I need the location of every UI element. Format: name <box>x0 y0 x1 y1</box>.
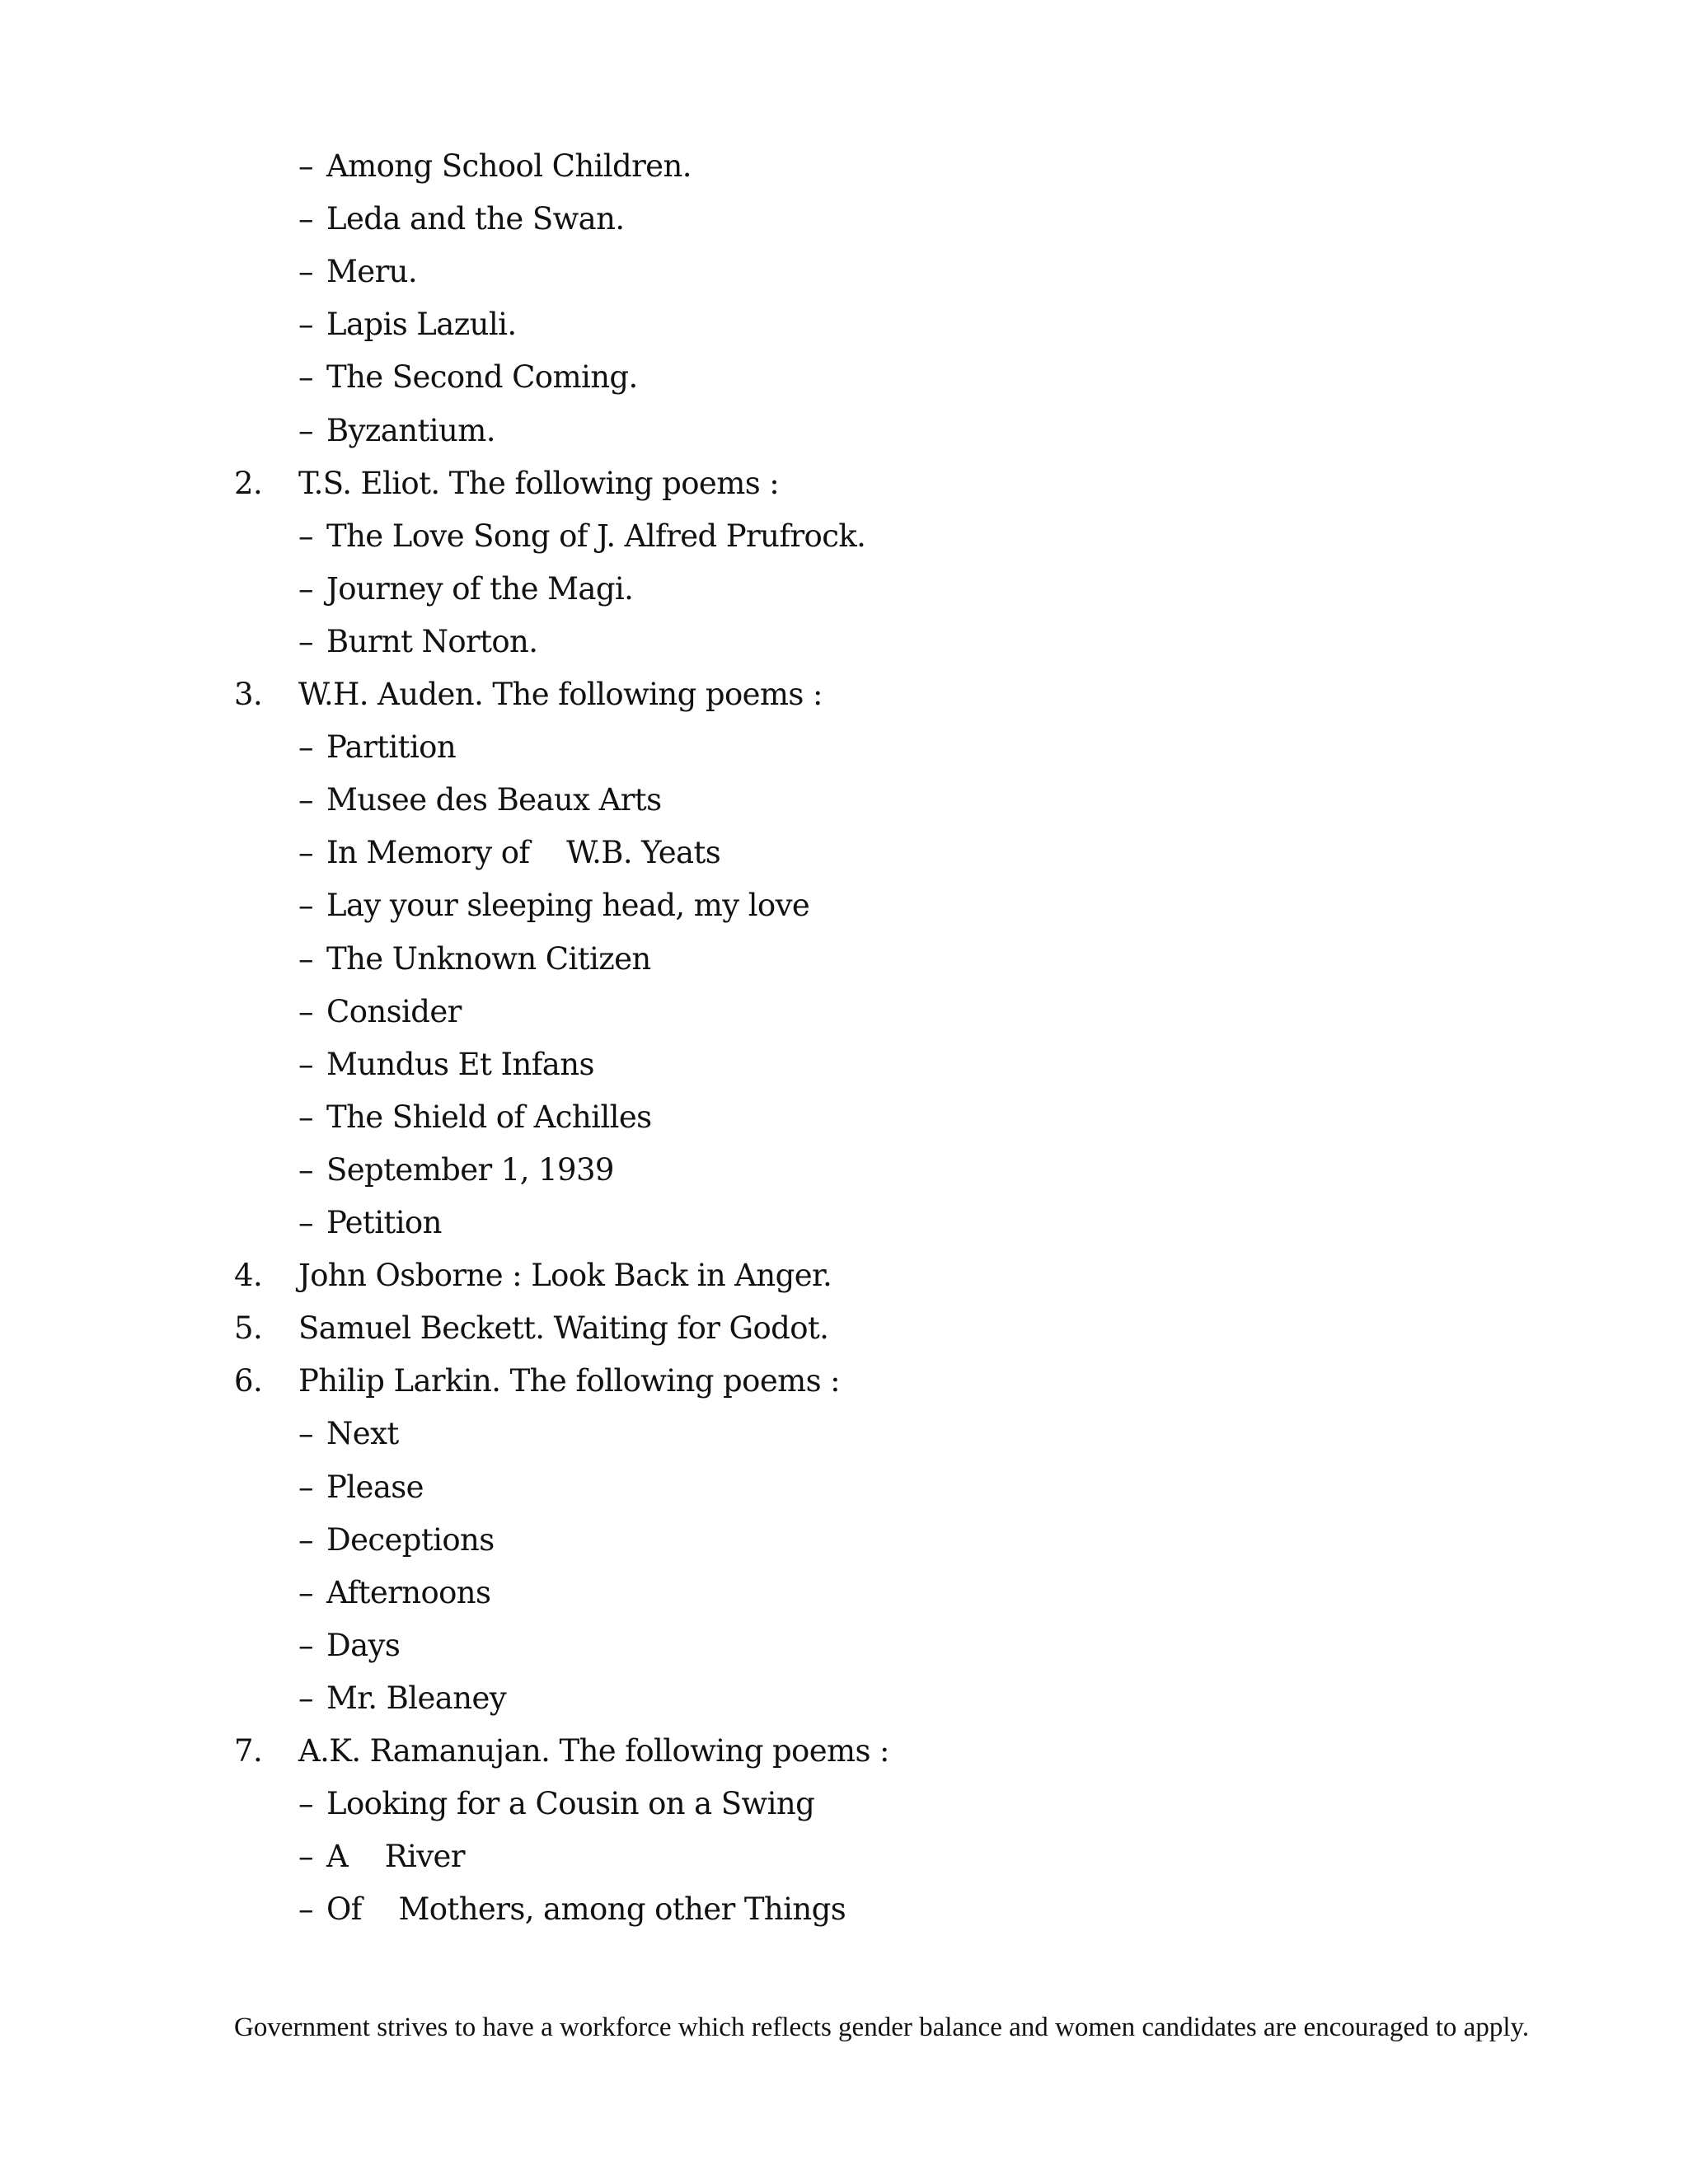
dash-bullet: – <box>298 254 313 290</box>
poem-title: Deceptions <box>326 1521 495 1558</box>
poem-title: September 1, 1939 <box>326 1151 614 1188</box>
dash-bullet: – <box>298 1891 313 1928</box>
poem-title: Next <box>326 1416 399 1452</box>
dash-bullet: – <box>298 888 313 924</box>
poem-title: Leda and the Swan. <box>326 201 625 237</box>
dash-bullet: – <box>298 623 313 659</box>
item-number: 2. <box>234 465 263 501</box>
dash-bullet: – <box>298 518 313 554</box>
dash-bullet: – <box>298 1786 313 1822</box>
footer-note: Government strives to have a workforce which reflects gender balance and women candidates are encouraged to apply. <box>234 2013 1530 2042</box>
dash-bullet: – <box>298 412 313 448</box>
dash-bullet: – <box>298 1627 313 1663</box>
dash-bullet: – <box>298 1839 313 1875</box>
dash-bullet: – <box>298 782 313 818</box>
poem-title: Mr. Bleaney <box>326 1680 507 1716</box>
dash-bullet: – <box>298 201 313 237</box>
author-entry: John Osborne : Look Back in Anger. <box>298 1258 832 1294</box>
dash-bullet: – <box>298 835 313 871</box>
poem-title: Of Mothers, among other Things <box>326 1891 846 1928</box>
poem-title: Partition <box>326 729 457 766</box>
poem-title: Days <box>326 1627 401 1663</box>
dash-bullet: – <box>298 148 313 184</box>
poem-title: Musee des Beaux Arts <box>326 782 662 818</box>
item-number: 7. <box>234 1733 263 1769</box>
dash-bullet: – <box>298 1151 313 1188</box>
poem-title: Looking for a Cousin on a Swing <box>326 1786 815 1822</box>
author-entry: Philip Larkin. The following poems : <box>298 1363 841 1399</box>
dash-bullet: – <box>298 1680 313 1716</box>
item-number: 6. <box>234 1363 263 1399</box>
poem-title: Lay your sleeping head, my love <box>326 888 810 924</box>
author-entry: W.H. Auden. The following poems : <box>298 677 823 712</box>
poem-title: The Second Coming. <box>326 359 638 396</box>
dash-bullet: – <box>298 1521 313 1558</box>
dash-bullet: – <box>298 1099 313 1135</box>
poem-title: A River <box>326 1839 465 1875</box>
dash-bullet: – <box>298 1046 313 1082</box>
dash-bullet: – <box>298 1416 313 1452</box>
poem-title: Please <box>326 1469 424 1505</box>
dash-bullet: – <box>298 307 313 343</box>
item-number: 5. <box>234 1310 263 1347</box>
dash-bullet: – <box>298 940 313 977</box>
item-number: 4. <box>234 1258 263 1294</box>
poem-title: The Unknown Citizen <box>326 940 651 977</box>
poem-title: In Memory of W.B. Yeats <box>326 835 721 871</box>
poem-title: Burnt Norton. <box>326 623 538 659</box>
poem-title: Among School Children. <box>326 148 692 184</box>
poem-title: Petition <box>326 1205 442 1240</box>
poem-title: Afternoons <box>326 1574 491 1610</box>
dash-bullet: – <box>298 1574 313 1610</box>
poem-title: The Love Song of J. Alfred Prufrock. <box>326 518 866 554</box>
author-entry: A.K. Ramanujan. The following poems : <box>298 1733 889 1769</box>
poem-title: Byzantium. <box>326 412 495 448</box>
poem-title: Lapis Lazuli. <box>326 307 517 343</box>
dash-bullet: – <box>298 359 313 396</box>
poem-title: Meru. <box>326 254 418 290</box>
poem-title: The Shield of Achilles <box>326 1099 652 1135</box>
poem-title: Mundus Et Infans <box>326 1046 594 1082</box>
dash-bullet: – <box>298 993 313 1029</box>
dash-bullet: – <box>298 1205 313 1240</box>
dash-bullet: – <box>298 729 313 766</box>
poem-title: Journey of the Magi. <box>326 570 634 607</box>
author-entry: T.S. Eliot. The following poems : <box>298 465 780 501</box>
dash-bullet: – <box>298 570 313 607</box>
author-entry: Samuel Beckett. Waiting for Godot. <box>298 1310 829 1347</box>
poem-title: Consider <box>326 993 462 1029</box>
dash-bullet: – <box>298 1469 313 1505</box>
item-number: 3. <box>234 677 263 712</box>
